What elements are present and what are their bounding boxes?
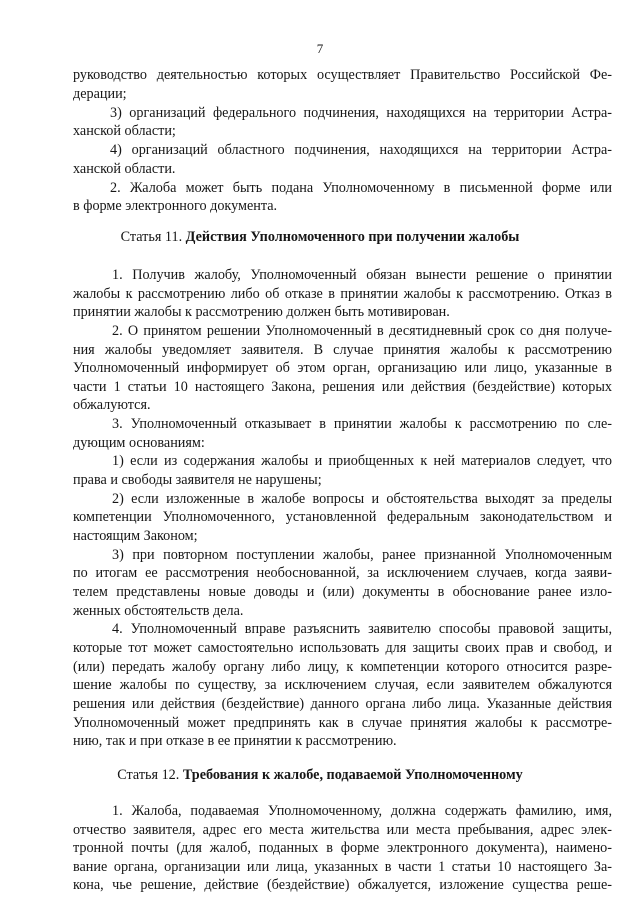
text-line: 1. Получив жалобу, Уполномоченный обязан вынести решение о принятии	[112, 267, 612, 283]
text-line: настоящим Законом;	[73, 528, 198, 544]
article-11-title: Действия Уполномоченного при получении жалобы	[185, 229, 520, 245]
text-line: отчество заявителя, адрес его места жительства или места пребывания, адрес элек-	[73, 822, 612, 838]
text-line: (или) передать жалобу органу либо лицу, к компетенции которого относится разре-	[73, 659, 612, 675]
text-line: 1) если из содержания жалобы и приобщенных к ней материалов следует, что	[112, 453, 612, 469]
article-12-prefix: Статья 12.	[117, 767, 183, 783]
text-line: 4) организаций областного подчинения, находящихся на территории Астра-	[110, 142, 612, 158]
text-line: ханской области.	[73, 161, 176, 177]
text-line: телем представлены новые доводы и (или) документы в обоснование ранее изло-	[73, 584, 612, 600]
text-line: дерации;	[73, 86, 127, 102]
text-line: ханской области;	[73, 123, 176, 139]
text-line: кона, чье решение, действие (бездействие) обжалуется, изложение существа реше-	[73, 877, 612, 893]
text-line: 3. Уполномоченный отказывает в принятии жалобы к рассмотрению по сле-	[112, 416, 612, 432]
article-11-prefix: Статья 11.	[120, 229, 186, 245]
text-line: 2. О принятом решении Уполномоченный в десятидневный срок со дня получе-	[112, 323, 612, 339]
text-line: 3) организаций федерального подчинения, находящихся на территории Астра-	[110, 105, 612, 121]
text-line: 2. Жалоба может быть подана Уполномоченному в письменной форме или	[110, 180, 612, 196]
text-line: 1. Жалоба, подаваемая Уполномоченному, должна содержать фамилию, имя,	[112, 803, 612, 819]
text-line: решения или действия (бездействие) данного органа либо лица. Указанные действия	[73, 696, 612, 712]
text-line: части 1 статьи 10 настоящего Закона, решения или действия (бездействие) которых	[73, 379, 612, 395]
article-12-title: Требования к жалобе, подаваемой Уполномоченному	[182, 767, 523, 783]
text-line: 3) при повторном поступлении жалобы, ранее признанной Уполномоченным	[112, 547, 612, 563]
text-line: Уполномоченный информирует об этом орган, организацию или лицо, указанные в	[73, 360, 612, 376]
text-line: женных обстоятельств дела.	[73, 603, 244, 619]
text-line: принятии жалобы к рассмотрению должен быть мотивирован.	[73, 304, 450, 320]
text-line: в форме электронного документа.	[73, 198, 278, 214]
article-12-heading	[0, 766, 640, 785]
text-line: 2) если изложенные в жалобе вопросы и обстоятельства выходят за пределы	[112, 491, 612, 507]
text-line: которые тот может самостоятельно использовать для защиты своих прав и свобод, и	[73, 640, 612, 656]
text-line: права и свободы заявителя не нарушены;	[73, 472, 322, 488]
text-line: жалобы к рассмотрению либо об отказе в принятии жалобы к рассмотрению. Отказ в	[73, 286, 612, 302]
text-line: шение жалобы по существу, за исключением случая, если заявителем обжалуются	[73, 677, 612, 693]
text-line: дующим основаниям:	[73, 435, 205, 451]
text-line: компетенции Уполномоченного, установленной федеральным законодательством и	[73, 509, 612, 525]
page-number: 7	[316, 41, 324, 56]
text-line: обжалуются.	[73, 397, 151, 413]
text-line: по итогам ее рассмотрения необоснованной, за исключением случаев, когда заяви-	[73, 565, 612, 581]
text-line: Уполномоченный может предпринять как в случае принятия жалобы к рассмотре-	[73, 715, 612, 731]
text-line: вание органа, организации или лица, указанных в части 1 статьи 10 настоящего За-	[73, 859, 612, 875]
text-line: 4. Уполномоченный вправе разъяснить заявителю способы правовой защиты,	[112, 621, 612, 637]
article-11-heading	[0, 228, 640, 247]
text-line: нию, так и при отказе в ее принятии к рассмотрению.	[73, 733, 397, 749]
text-line: ния жалобы уведомляет заявителя. В случае принятия жалобы к рассмотрению	[73, 342, 612, 358]
text-line: руководство деятельностью которых осуществляет Правительство Российской Фе-	[73, 67, 612, 83]
text-line: тронной почты (для жалоб, поданных в форме электронного документа), наимено-	[73, 840, 612, 856]
